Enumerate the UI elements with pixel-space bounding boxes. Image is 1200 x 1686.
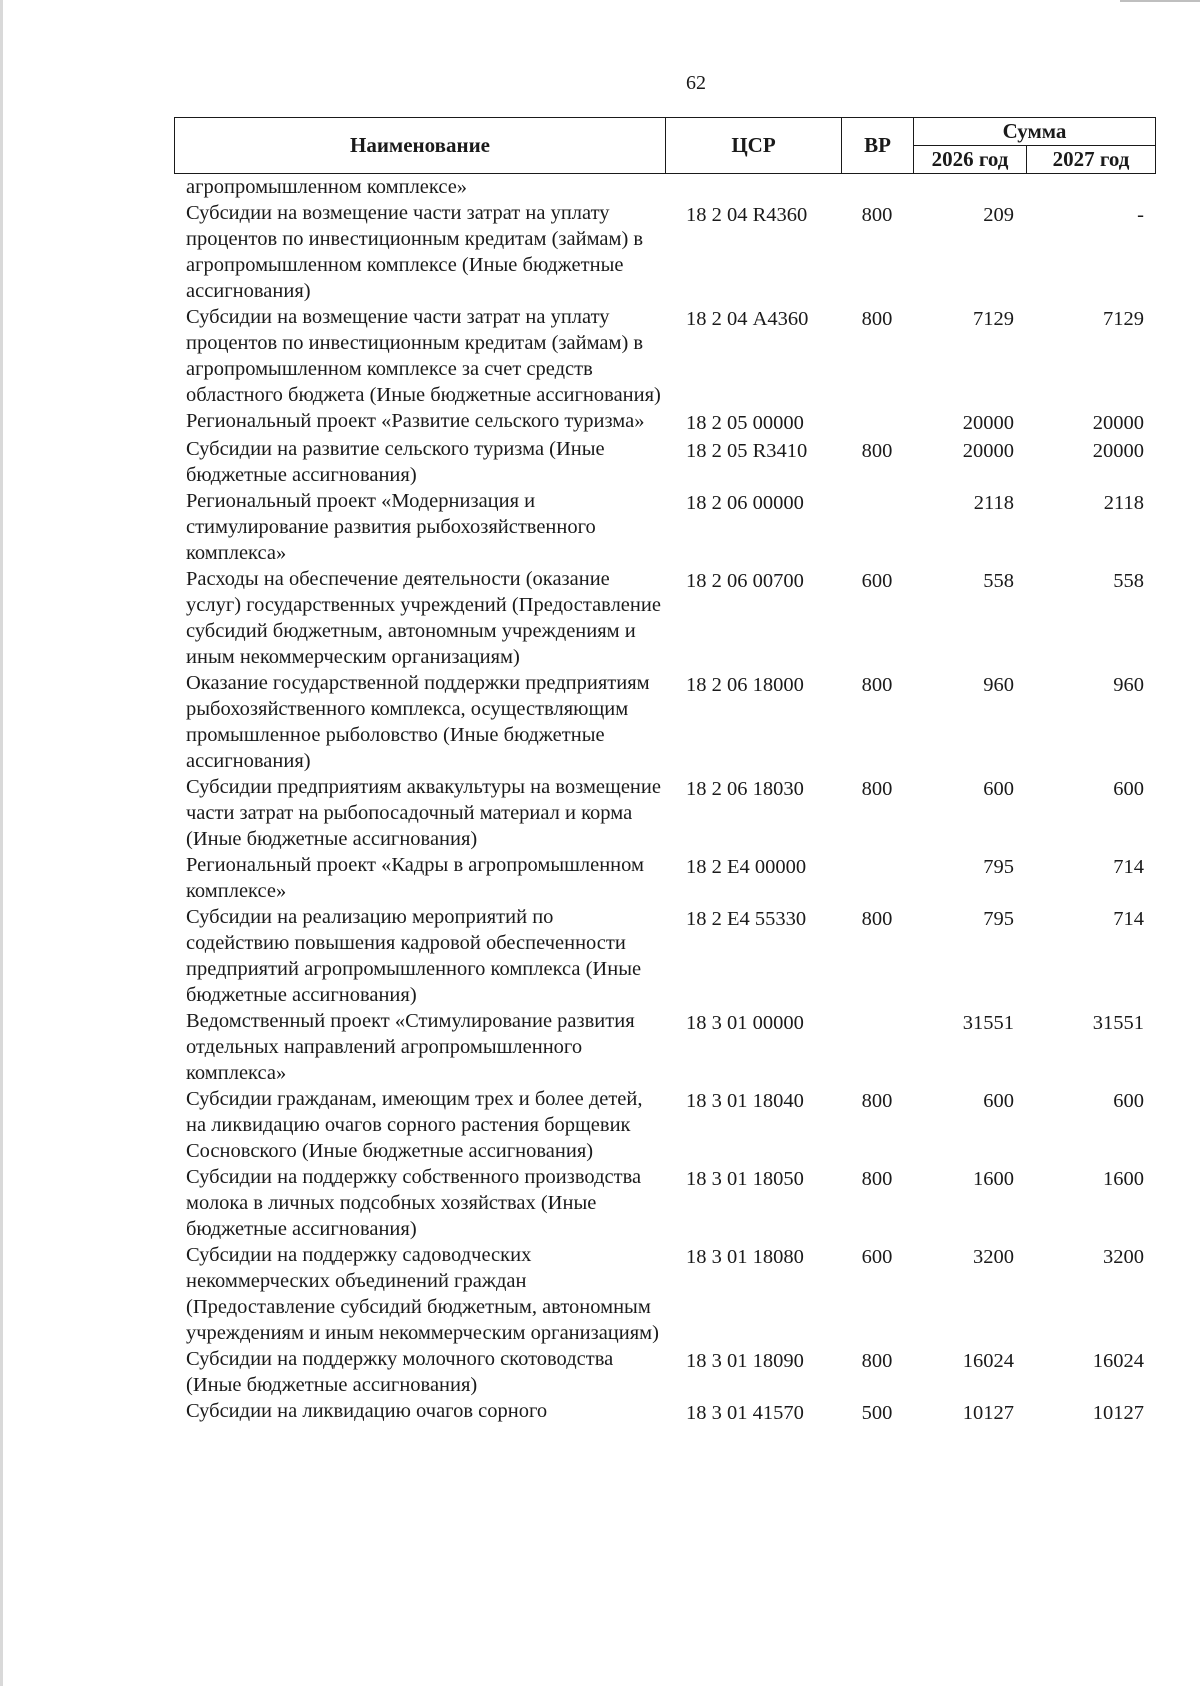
- row-name: Субсидии на ликвидацию очагов сорного: [186, 1400, 548, 1422]
- row-2027: 10127: [1092, 1402, 1144, 1424]
- row-2027: 558: [1113, 570, 1144, 592]
- row-csr: 18 2 Е4 55330: [686, 908, 807, 930]
- row-name: Оказание государственной поддержки предприятиям рыбохозяйственного комплекса, осуществляющим промышленное рыболовство (Иные бюджетные ассигнования): [186, 672, 650, 772]
- row-2026: 1600: [973, 1168, 1014, 1190]
- row-2027: 7129: [1103, 308, 1144, 330]
- row-csr: 18 3 01 18040: [686, 1090, 804, 1112]
- row-vr: [841, 488, 913, 566]
- row-vr: [841, 852, 913, 904]
- row-csr: 18 2 06 00000: [686, 492, 804, 514]
- row-vr: 800: [861, 908, 893, 930]
- row-2026: 2118: [973, 492, 1014, 514]
- table-row: [174, 566, 1156, 670]
- row-csr: [665, 174, 841, 200]
- scan-corner-mark: [1120, 0, 1200, 2]
- row-csr: 18 2 05 R3410: [686, 440, 808, 462]
- table-header: [174, 117, 1156, 174]
- header-2026: 2026 год: [914, 146, 1027, 173]
- header-vr: ВР: [842, 118, 914, 173]
- table-row: [174, 1242, 1156, 1346]
- row-2027: 714: [1113, 908, 1144, 930]
- row-vr: 800: [861, 308, 893, 330]
- row-vr: 800: [861, 1090, 893, 1112]
- row-csr: 18 2 Е4 00000: [686, 856, 807, 878]
- row-vr: 800: [861, 1168, 893, 1190]
- row-2027: 600: [1113, 1090, 1144, 1112]
- table-row: [174, 488, 1156, 566]
- row-2026: 795: [983, 908, 1014, 930]
- row-name: Региональный проект «Кадры в агропромышленном комплексе»: [186, 854, 644, 902]
- row-name: Субсидии на возмещение части затрат на уплату процентов по инвестиционным кредитам (займам) в агропромышленном комплексе за счет средств областного бюджета (Иные бюджетные ассигнования): [186, 306, 661, 406]
- row-2026: 20000: [962, 440, 1014, 462]
- row-2027: 2118: [1103, 492, 1144, 514]
- row-vr: 800: [861, 204, 893, 226]
- table-row: [174, 852, 1156, 904]
- row-csr: 18 3 01 00000: [686, 1012, 804, 1034]
- row-name: Субсидии на реализацию мероприятий по содействию повышения кадровой обеспеченности предприятий агропромышленного комплекса (Иные бюджетные ассигнования): [186, 906, 642, 1006]
- row-2026: 795: [983, 856, 1014, 878]
- row-2027: 600: [1113, 778, 1144, 800]
- row-2027: -: [1137, 204, 1144, 226]
- table-row: [174, 1086, 1156, 1164]
- row-name: Субсидии на поддержку молочного скотоводства (Иные бюджетные ассигнования): [186, 1348, 614, 1396]
- row-2027: 16024: [1092, 1350, 1144, 1372]
- row-vr: 800: [861, 1350, 893, 1372]
- row-name: Расходы на обеспечение деятельности (оказание услуг) государственных учреждений (Предоставление субсидий бюджетным, автономным учреждениям и иным некоммерческим организациям): [186, 568, 661, 668]
- table-row: [174, 436, 1156, 488]
- row-2027: 20000: [1092, 440, 1144, 462]
- row-vr: 600: [861, 570, 893, 592]
- table-row: [174, 304, 1156, 408]
- row-csr: 18 2 06 00700: [686, 570, 804, 592]
- row-name: агропромышленном комплексе»: [186, 176, 468, 198]
- row-2026: 20000: [962, 412, 1014, 434]
- row-2027: [1026, 174, 1156, 200]
- header-csr: ЦСР: [666, 118, 842, 173]
- row-name: Субсидии на возмещение части затрат на уплату процентов по инвестиционным кредитам (займам) в агропромышленном комплексе (Иные бюджетные ассигнования): [186, 202, 644, 302]
- row-2026: 600: [983, 1090, 1014, 1112]
- row-csr: 18 3 01 18090: [686, 1350, 804, 1372]
- row-name: Региональный проект «Развитие сельского туризма»: [186, 410, 645, 432]
- row-vr: 600: [861, 1246, 893, 1268]
- table-row: [174, 174, 1156, 200]
- row-2027: 714: [1113, 856, 1144, 878]
- table-row: [174, 1398, 1156, 1426]
- row-2027: 1600: [1103, 1168, 1144, 1190]
- row-vr: 800: [861, 778, 893, 800]
- row-name: Ведомственный проект «Стимулирование развития отдельных направлений агропромышленного комплекса»: [186, 1010, 635, 1084]
- row-vr: 800: [861, 674, 893, 696]
- table-row: [174, 200, 1156, 304]
- header-name: Наименование: [175, 118, 666, 173]
- row-2026: 7129: [973, 308, 1014, 330]
- page-number: 62: [686, 72, 706, 94]
- row-name: Субсидии предприятиям аквакультуры на возмещение части затрат на рыбопосадочный материал и корма (Иные бюджетные ассигнования): [186, 776, 661, 850]
- row-name: Региональный проект «Модернизация и стимулирование развития рыбохозяйственного комплекса»: [186, 490, 596, 564]
- row-2026: 31551: [962, 1012, 1014, 1034]
- table-row: [174, 408, 1156, 436]
- row-name: Субсидии гражданам, имеющим трех и более детей, на ликвидацию очагов сорного растения борщевик Сосновского (Иные бюджетные ассигнования): [186, 1088, 643, 1162]
- table-row: [174, 1008, 1156, 1086]
- scan-edge: [0, 0, 3, 1686]
- row-name: Субсидии на развитие сельского туризма (Иные бюджетные ассигнования): [186, 438, 605, 486]
- table-row: [174, 1346, 1156, 1398]
- row-2027: 960: [1113, 674, 1144, 696]
- table-row: [174, 1164, 1156, 1242]
- table-row: [174, 774, 1156, 852]
- row-2026: 3200: [973, 1246, 1014, 1268]
- row-csr: 18 2 05 00000: [686, 412, 804, 434]
- row-csr: 18 2 04 А4360: [686, 308, 809, 330]
- row-2027: 3200: [1103, 1246, 1144, 1268]
- row-name: Субсидии на поддержку собственного производства молока в личных подсобных хозяйствах (Иные бюджетные ассигнования): [186, 1166, 642, 1240]
- row-vr: [841, 1008, 913, 1086]
- row-csr: 18 3 01 18080: [686, 1246, 804, 1268]
- row-2026: 10127: [962, 1402, 1014, 1424]
- row-vr: 800: [861, 440, 893, 462]
- row-2026: 209: [983, 204, 1014, 226]
- row-2026: [913, 174, 1026, 200]
- table-row: [174, 904, 1156, 1008]
- row-csr: 18 3 01 41570: [686, 1402, 804, 1424]
- row-2027: 20000: [1092, 412, 1144, 434]
- row-2026: 16024: [962, 1350, 1014, 1372]
- table-body: [174, 174, 1156, 1426]
- row-csr: 18 2 06 18030: [686, 778, 804, 800]
- header-sum: Сумма: [914, 118, 1155, 146]
- row-csr: 18 2 04 R4360: [686, 204, 808, 226]
- row-vr: 500: [861, 1402, 893, 1424]
- row-vr: [841, 174, 913, 200]
- row-csr: 18 3 01 18050: [686, 1168, 804, 1190]
- row-2026: 558: [983, 570, 1014, 592]
- header-2027: 2027 год: [1052, 147, 1130, 171]
- row-name: Субсидии на поддержку садоводческих некоммерческих объединений граждан (Предоставление субсидий бюджетным, автономным учреждениям и иным некоммерческим организациям): [186, 1244, 659, 1344]
- row-vr: [841, 408, 913, 436]
- row-2027: 31551: [1092, 1012, 1144, 1034]
- row-2026: 600: [983, 778, 1014, 800]
- row-2026: 960: [983, 674, 1014, 696]
- table-row: [174, 670, 1156, 774]
- row-csr: 18 2 06 18000: [686, 674, 804, 696]
